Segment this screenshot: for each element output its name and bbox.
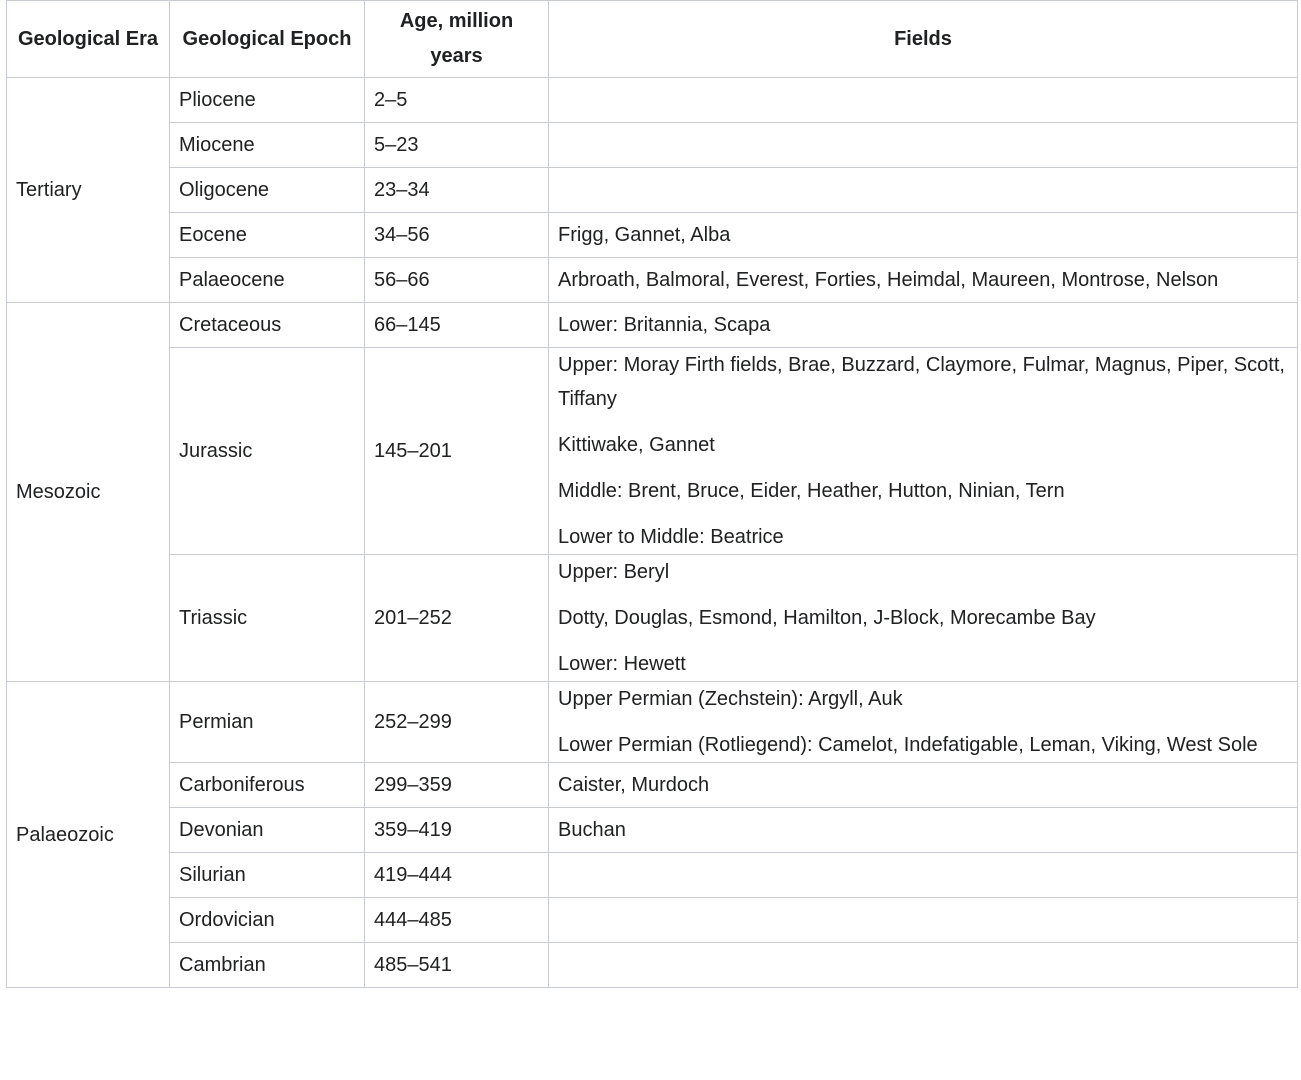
epoch-cell: Eocene	[170, 213, 365, 258]
fields-cell	[549, 555, 1298, 682]
epoch-cell: Pliocene	[170, 78, 365, 123]
table-row	[7, 943, 1298, 988]
epoch-cell: Miocene	[170, 123, 365, 168]
table-row	[7, 213, 1298, 258]
era-cell: Tertiary	[7, 78, 170, 303]
age-cell: 201–252	[365, 555, 549, 682]
table-row	[7, 808, 1298, 853]
table-body	[7, 78, 1298, 988]
age-cell: 23–34	[365, 168, 549, 213]
field-entry: Upper Permian (Zechstein): Argyll, Auk	[558, 688, 903, 710]
age-cell: 444–485	[365, 898, 549, 943]
header-era: Geological Era	[7, 1, 170, 78]
age-cell: 56–66	[365, 258, 549, 303]
epoch-cell: Oligocene	[170, 168, 365, 213]
header-epoch: Geological Epoch	[170, 1, 365, 78]
fields-cell: Lower: Britannia, Scapa	[549, 303, 1298, 348]
fields-cell	[549, 348, 1298, 555]
age-cell: 299–359	[365, 763, 549, 808]
fields-cell	[549, 168, 1298, 213]
era-cell: Palaeozoic	[7, 682, 170, 988]
age-cell: 252–299	[365, 682, 549, 763]
age-cell: 145–201	[365, 348, 549, 555]
table-row	[7, 348, 1298, 555]
epoch-cell: Carboniferous	[170, 763, 365, 808]
header-row	[7, 1, 1298, 78]
age-cell: 419–444	[365, 853, 549, 898]
age-cell: 34–56	[365, 213, 549, 258]
table-row	[7, 78, 1298, 123]
epoch-cell: Cretaceous	[170, 303, 365, 348]
table-row	[7, 682, 1298, 763]
fields-cell: Caister, Murdoch	[549, 763, 1298, 808]
table-row	[7, 898, 1298, 943]
fields-cell: Buchan	[549, 808, 1298, 853]
header-age: Age, million years	[365, 1, 549, 78]
table-row	[7, 123, 1298, 168]
field-entry: Lower: Hewett	[558, 653, 686, 675]
table-row	[7, 763, 1298, 808]
field-entry: Upper: Moray Firth fields, Brae, Buzzard, Claymore, Fulmar, Magnus, Piper, Scott, Tiffany	[558, 354, 1285, 410]
epoch-cell: Palaeocene	[170, 258, 365, 303]
table-row	[7, 853, 1298, 898]
epoch-cell: Devonian	[170, 808, 365, 853]
epoch-cell: Permian	[170, 682, 365, 763]
fields-cell: Arbroath, Balmoral, Everest, Forties, Heimdal, Maureen, Montrose, Nelson	[549, 258, 1298, 303]
age-cell: 5–23	[365, 123, 549, 168]
table-row	[7, 303, 1298, 348]
era-cell: Mesozoic	[7, 303, 170, 682]
table-row	[7, 168, 1298, 213]
table-row	[7, 555, 1298, 682]
fields-cell	[549, 853, 1298, 898]
field-entry: Middle: Brent, Bruce, Eider, Heather, Hutton, Ninian, Tern	[558, 480, 1065, 502]
field-entry: Lower Permian (Rotliegend): Camelot, Indefatigable, Leman, Viking, West Sole	[558, 734, 1258, 756]
fields-cell	[549, 78, 1298, 123]
epoch-cell: Ordovician	[170, 898, 365, 943]
table-row	[7, 258, 1298, 303]
epoch-cell: Cambrian	[170, 943, 365, 988]
fields-cell	[549, 898, 1298, 943]
field-entry: Kittiwake, Gannet	[558, 434, 715, 456]
epoch-cell: Triassic	[170, 555, 365, 682]
fields-cell	[549, 943, 1298, 988]
epoch-cell: Jurassic	[170, 348, 365, 555]
epoch-cell: Silurian	[170, 853, 365, 898]
field-entry: Upper: Beryl	[558, 561, 670, 583]
age-cell: 485–541	[365, 943, 549, 988]
header-fields: Fields	[549, 1, 1298, 78]
fields-cell: Frigg, Gannet, Alba	[549, 213, 1298, 258]
fields-cell	[549, 682, 1298, 763]
field-entry: Lower to Middle: Beatrice	[558, 526, 784, 548]
age-cell: 359–419	[365, 808, 549, 853]
geological-fields-table	[6, 0, 1298, 988]
field-entry: Dotty, Douglas, Esmond, Hamilton, J-Block, Morecambe Bay	[558, 607, 1096, 629]
age-cell: 66–145	[365, 303, 549, 348]
fields-cell	[549, 123, 1298, 168]
age-cell: 2–5	[365, 78, 549, 123]
